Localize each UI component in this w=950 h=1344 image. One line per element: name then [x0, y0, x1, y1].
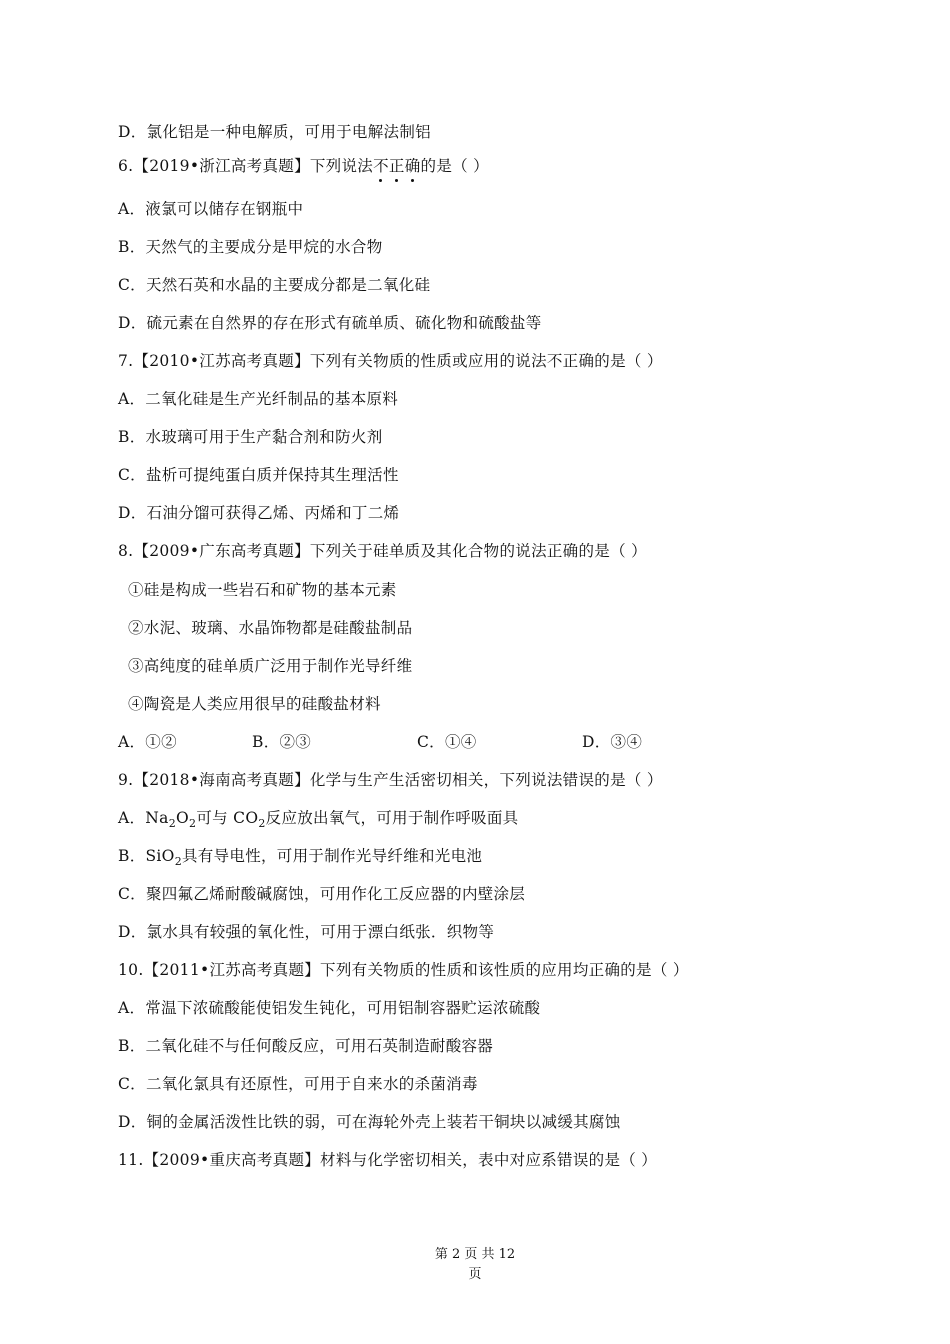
q9-a-text: 可与 CO [196, 809, 259, 827]
q10-option-c: C．二氧化氯具有还原性，可用于自来水的杀菌消毒 [118, 1075, 478, 1093]
q10-option-b: B．二氧化硅不与任何酸反应，可用石英制造耐酸容器 [118, 1037, 494, 1055]
q6-stem-prefix: 6.【2019•浙江高考真题】下列说法 [118, 157, 374, 175]
subscript: 2 [168, 817, 177, 830]
q9-stem: 9.【2018•海南高考真题】化学与生产生活密切相关，下列说法错误的是（ ） [118, 771, 663, 789]
q6-emphasis-char [405, 157, 421, 175]
q8-statement-4: ④陶瓷是人类应用很早的硅酸盐材料 [128, 695, 381, 713]
q6-emphasis-char [373, 157, 389, 175]
q9-option-a [118, 808, 518, 828]
q7-option-a: A．二氧化硅是生产光纤制品的基本原料 [118, 390, 399, 408]
q8-statement-1: ①硅是构成一些岩石和矿物的基本元素 [128, 581, 397, 599]
q10-option-a: A．常温下浓硫酸能使铝发生钝化，可用铝制容器贮运浓硫酸 [118, 999, 541, 1017]
q7-option-d: D．石油分馏可获得乙烯、丙烯和丁二烯 [118, 504, 400, 522]
q8-options-row [118, 732, 642, 752]
q8-option-a: A．①② [118, 733, 177, 751]
emphasis-dot [379, 179, 382, 182]
emphasis-dot [395, 179, 398, 182]
q6-option-d: D．硫元素在自然界的存在形式有硫单质、硫化物和硫酸盐等 [118, 314, 542, 332]
subscript: 2 [174, 855, 182, 868]
q9-option-b [118, 846, 482, 866]
q7-option-b: B．水玻璃可用于生产黏合剂和防火剂 [118, 428, 383, 446]
q8-option-c: C．①④ [417, 733, 477, 751]
q9-b-text: B．SiO [118, 847, 175, 865]
q9-a-text: O [176, 809, 190, 827]
q8-statement-3: ③高纯度的硅单质广泛用于制作光导纤维 [128, 657, 413, 675]
q8-option-b: B．②③ [252, 733, 312, 751]
q6-option-a: A．液氯可以储存在钢瓶中 [118, 200, 304, 218]
q6-stem-suffix: 的是（ ） [420, 157, 489, 175]
emphasis-dot [411, 179, 414, 182]
subscript: 2 [189, 817, 197, 830]
q9-option-c: C．聚四氟乙烯耐酸碱腐蚀，可用作化工反应器的内壁涂层 [118, 885, 526, 903]
q8-option-d: D．③④ [582, 733, 643, 751]
q9-b-text: 具有导电性，可用于制作光导纤维和光电池 [182, 847, 483, 865]
q6-option-c: C．天然石英和水晶的主要成分都是二氧化硅 [118, 276, 431, 294]
q6-emphasis-text: 确 [404, 157, 421, 175]
q7-stem: 7.【2010•江苏高考真题】下列有关物质的性质或应用的说法不正确的是（ ） [118, 352, 663, 370]
page-number-line-2: 页 [468, 1267, 482, 1282]
q5-option-d: D．氯化铝是一种电解质，可用于电解法制铝 [118, 123, 431, 141]
page-footer [0, 1245, 950, 1285]
subscript: 2 [258, 817, 266, 830]
q6-emphasis-text: 不 [373, 157, 389, 175]
q8-stem: 8.【2009•广东高考真题】下列关于硅单质及其化合物的说法正确的是（ ） [118, 542, 647, 560]
q8-statement-2: ②水泥、玻璃、水晶饰物都是硅酸盐制品 [128, 619, 413, 637]
q9-a-text: A．Na [118, 809, 169, 827]
q6-stem [118, 156, 489, 176]
q7-option-c: C．盐析可提纯蛋白质并保持其生理活性 [118, 466, 399, 484]
q6-emphasis-char [389, 157, 405, 175]
q11-stem: 11.【2009•重庆高考真题】材料与化学密切相关，表中对应系错误的是（ ） [118, 1151, 658, 1169]
q6-emphasis-text: 正 [388, 157, 405, 175]
q10-stem: 10.【2011•江苏高考真题】下列有关物质的性质和该性质的应用均正确的是（ ） [118, 961, 689, 979]
q6-option-b: B．天然气的主要成分是甲烷的水合物 [118, 238, 383, 256]
q9-option-d: D．氯水具有较强的氧化性，可用于漂白纸张．织物等 [118, 923, 495, 941]
q9-a-text: 反应放出氧气，可用于制作呼吸面具 [265, 809, 519, 827]
q10-option-d: D．铜的金属活泼性比铁的弱，可在海轮外壳上装若干铜块以减缓其腐蚀 [118, 1113, 621, 1131]
page-number-line-1: 第 2 页 共 12 [434, 1247, 516, 1262]
